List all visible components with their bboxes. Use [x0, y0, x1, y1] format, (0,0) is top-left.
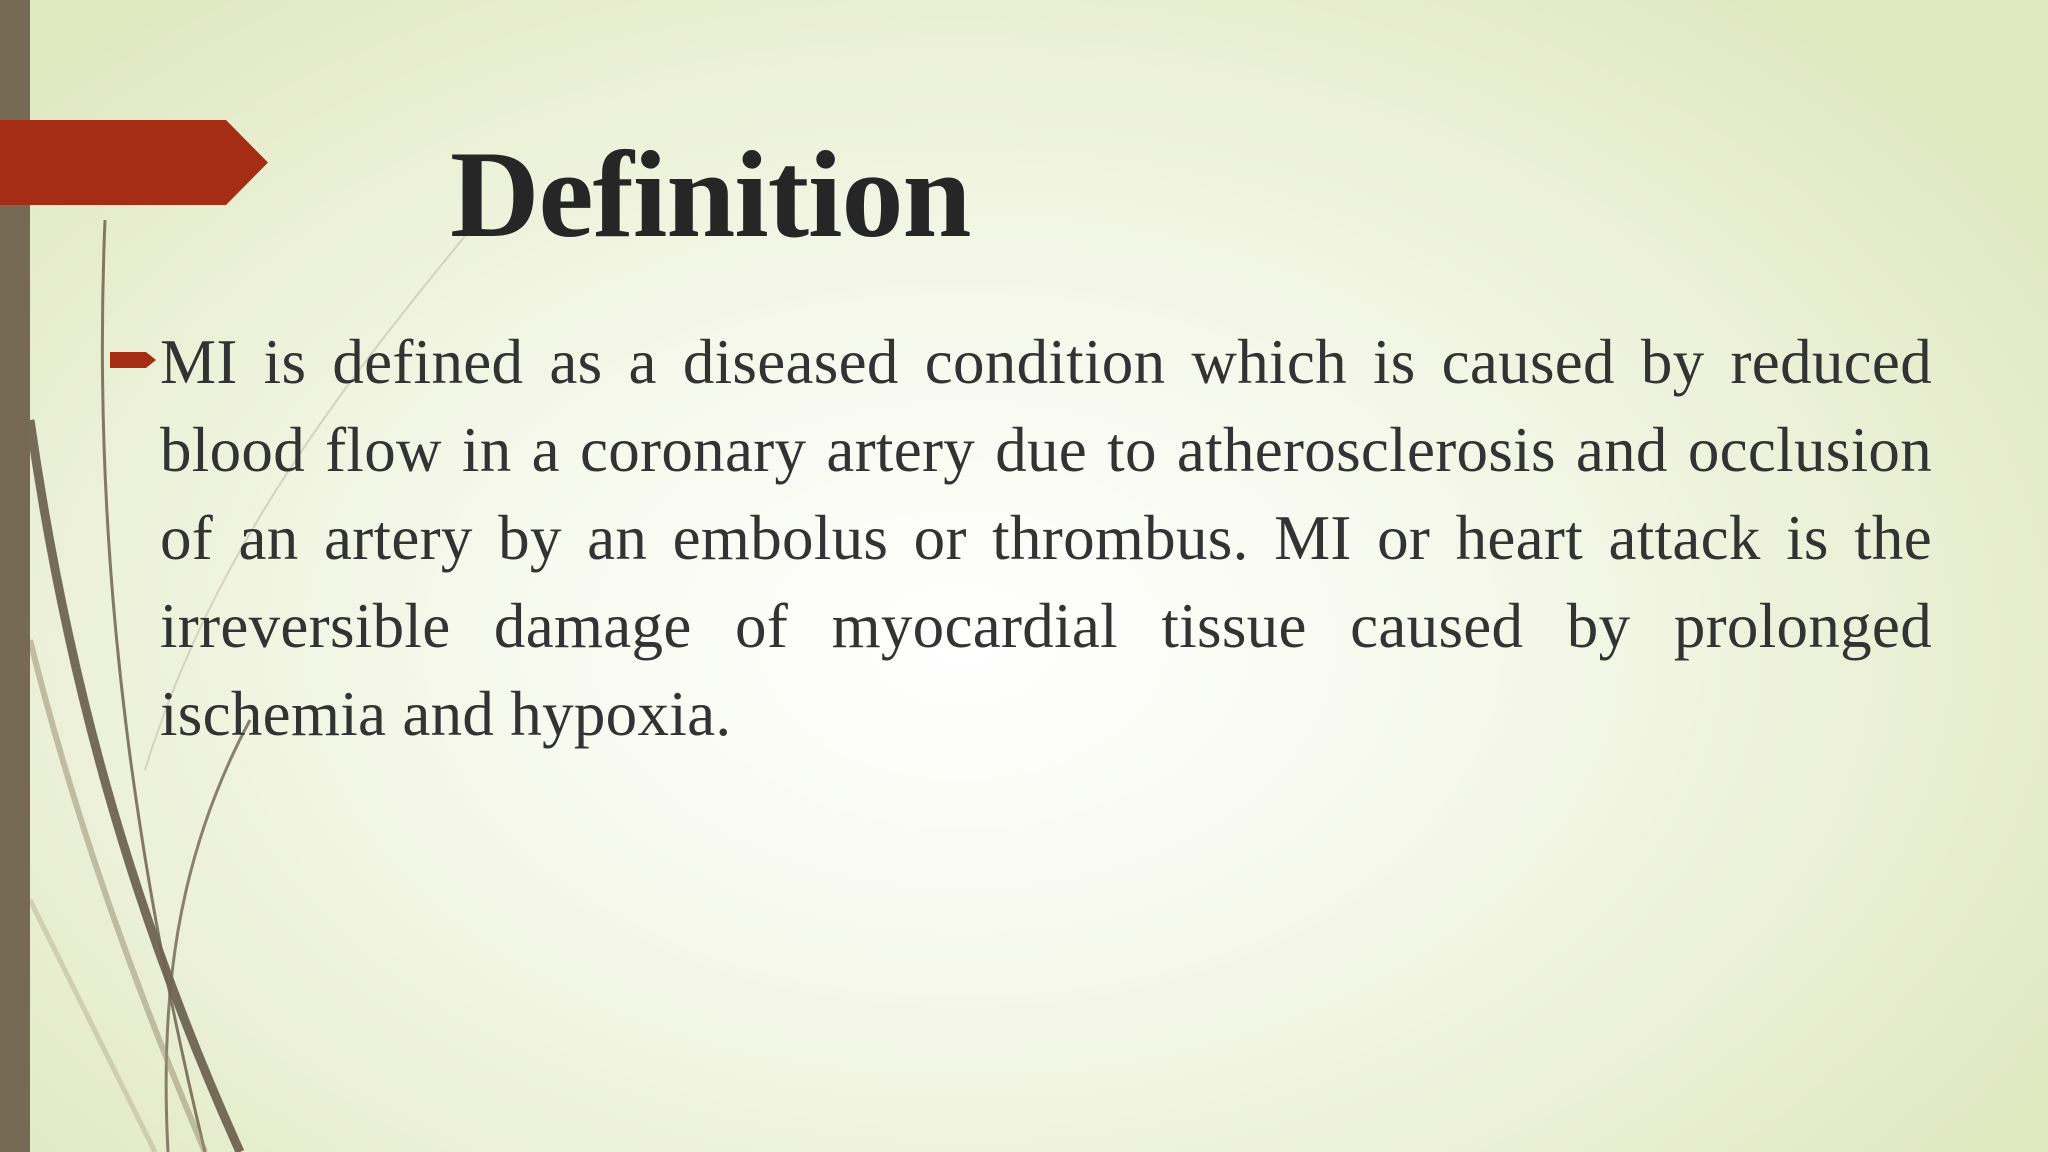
title-arrow-tab: [0, 120, 268, 205]
definition-paragraph: MI is defined as a diseased condition which is caused by reduced blood flow in a coronary artery due to atherosclerosis and occlusion of an artery by an embolus or thrombus. MI or heart attack is the irreversible damage of myocardial tissue caused by prolonged ischemia and hypoxia.: [160, 327, 1932, 749]
slide-title: Definition: [450, 126, 971, 263]
arrow-bullet-icon: [108, 348, 158, 372]
